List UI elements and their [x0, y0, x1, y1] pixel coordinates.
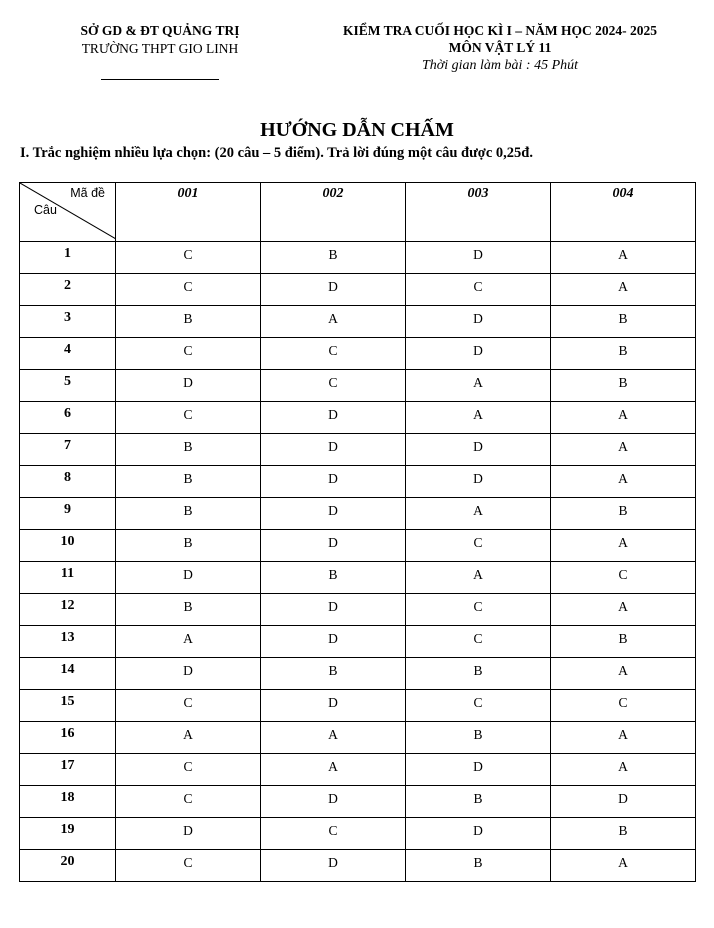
answer-cell: B [551, 818, 696, 850]
header-divider [101, 79, 219, 80]
answer-cell: A [551, 274, 696, 306]
answer-cell: C [116, 690, 261, 722]
header-right [300, 22, 700, 76]
table-row [20, 626, 696, 658]
question-number: 14 [20, 658, 116, 690]
answer-cell: A [406, 402, 551, 434]
table-row [20, 466, 696, 498]
answer-cell: D [406, 818, 551, 850]
table-row [20, 530, 696, 562]
answer-cell: A [551, 466, 696, 498]
answer-cell: C [116, 242, 261, 274]
answer-cell: B [116, 594, 261, 626]
answer-cell: C [116, 274, 261, 306]
corner-label-question: Câu [34, 203, 57, 217]
question-number: 5 [20, 370, 116, 402]
table-row [20, 786, 696, 818]
answer-cell: C [261, 818, 406, 850]
exam-code-header: 002 [261, 183, 406, 242]
answer-cell: A [116, 722, 261, 754]
question-number: 9 [20, 498, 116, 530]
answer-cell: B [261, 562, 406, 594]
answer-cell: D [261, 434, 406, 466]
department-name: SỞ GD & ĐT QUẢNG TRỊ [80, 23, 240, 38]
answer-cell: D [261, 274, 406, 306]
corner-label-code: Mã đề [70, 186, 105, 200]
answer-cell: A [551, 658, 696, 690]
table-row [20, 242, 696, 274]
answer-cell: A [551, 530, 696, 562]
answer-cell: A [551, 850, 696, 882]
table-row [20, 562, 696, 594]
question-number: 18 [20, 786, 116, 818]
answer-cell: B [406, 850, 551, 882]
page-title: HƯỚNG DẪN CHẤM [260, 119, 454, 141]
answer-cell: C [116, 338, 261, 370]
corner-header-cell [20, 183, 116, 242]
answer-cell: B [116, 434, 261, 466]
answer-cell: A [551, 402, 696, 434]
answer-cell: D [261, 402, 406, 434]
answer-cell: C [406, 594, 551, 626]
answer-cell: C [406, 530, 551, 562]
question-number: 15 [20, 690, 116, 722]
question-number: 19 [20, 818, 116, 850]
question-number: 20 [20, 850, 116, 882]
answer-cell: D [406, 306, 551, 338]
question-number: 2 [20, 274, 116, 306]
answer-cell: D [261, 498, 406, 530]
answer-cell: D [261, 466, 406, 498]
table-row [20, 498, 696, 530]
answer-cell: C [116, 786, 261, 818]
table-row [20, 818, 696, 850]
question-number: 1 [20, 242, 116, 274]
answer-cell: D [116, 370, 261, 402]
table-row [20, 658, 696, 690]
header-left [40, 22, 280, 58]
answer-cell: D [261, 530, 406, 562]
answer-cell: A [551, 754, 696, 786]
answer-cell: A [551, 594, 696, 626]
question-number: 4 [20, 338, 116, 370]
answer-cell: A [261, 754, 406, 786]
table-row [20, 722, 696, 754]
answer-cell: C [551, 562, 696, 594]
question-number: 6 [20, 402, 116, 434]
answer-cell: A [116, 626, 261, 658]
exam-duration: Thời gian làm bài : 45 Phút [421, 58, 579, 73]
table-row [20, 434, 696, 466]
answer-cell: B [116, 530, 261, 562]
exam-code-header: 004 [551, 183, 696, 242]
question-number: 13 [20, 626, 116, 658]
answer-cell: D [406, 338, 551, 370]
table-row [20, 754, 696, 786]
answer-cell: D [406, 434, 551, 466]
answer-cell: B [551, 338, 696, 370]
answer-cell: D [406, 466, 551, 498]
answer-cell: C [261, 338, 406, 370]
answer-cell: A [406, 370, 551, 402]
answer-cell: C [116, 850, 261, 882]
question-number: 8 [20, 466, 116, 498]
answer-cell: D [261, 690, 406, 722]
answer-cell: A [406, 562, 551, 594]
answer-cell: B [261, 658, 406, 690]
answer-cell: B [551, 306, 696, 338]
answer-cell: B [406, 658, 551, 690]
answer-cell: B [116, 306, 261, 338]
table-row [20, 306, 696, 338]
question-number: 3 [20, 306, 116, 338]
table-row [20, 594, 696, 626]
answer-cell: B [406, 722, 551, 754]
answer-cell: D [261, 594, 406, 626]
table-row [20, 370, 696, 402]
answer-cell: D [116, 562, 261, 594]
question-number: 16 [20, 722, 116, 754]
answer-cell: C [261, 370, 406, 402]
exam-code-header: 001 [116, 183, 261, 242]
answer-cell: D [116, 658, 261, 690]
school-name: TRƯỜNG THPT GIO LINH [81, 41, 239, 56]
answer-cell: C [116, 754, 261, 786]
table-row [20, 850, 696, 882]
answer-cell: B [116, 498, 261, 530]
answer-cell: A [551, 434, 696, 466]
answer-cell: A [551, 242, 696, 274]
answer-cell: B [551, 626, 696, 658]
table-row [20, 690, 696, 722]
answer-cell: A [261, 722, 406, 754]
table-row [20, 338, 696, 370]
answer-cell: D [261, 786, 406, 818]
exam-title: KIỂM TRA CUỐI HỌC KÌ I – NĂM HỌC 2024- 2025 [342, 23, 657, 38]
answer-cell: A [261, 306, 406, 338]
answer-cell: A [551, 722, 696, 754]
section-heading: I. Trắc nghiệm nhiều lựa chọn: (20 câu – 5 điểm). Trả lời đúng một câu được 0,25đ. [20, 145, 533, 161]
answer-cell: C [406, 626, 551, 658]
answer-cell: D [261, 626, 406, 658]
answer-cell: B [116, 466, 261, 498]
answer-cell: D [261, 850, 406, 882]
answer-cell: B [406, 786, 551, 818]
question-number: 10 [20, 530, 116, 562]
table-header-row [20, 183, 696, 242]
subject-name: MÔN VẬT LÝ 11 [448, 40, 552, 55]
question-number: 7 [20, 434, 116, 466]
answer-cell: C [116, 402, 261, 434]
answer-cell: D [116, 818, 261, 850]
answer-rows [20, 242, 696, 882]
answer-cell: C [406, 690, 551, 722]
answer-cell: A [406, 498, 551, 530]
answer-cell: B [551, 498, 696, 530]
answer-cell: C [406, 274, 551, 306]
question-number: 11 [20, 562, 116, 594]
answer-cell: D [406, 242, 551, 274]
answer-cell: D [551, 786, 696, 818]
table-row [20, 274, 696, 306]
answer-cell: D [406, 754, 551, 786]
question-number: 12 [20, 594, 116, 626]
answer-cell: B [261, 242, 406, 274]
question-number: 17 [20, 754, 116, 786]
exam-code-header: 003 [406, 183, 551, 242]
answer-key-table [19, 182, 696, 882]
table-row [20, 402, 696, 434]
answer-cell: B [551, 370, 696, 402]
answer-cell: C [551, 690, 696, 722]
